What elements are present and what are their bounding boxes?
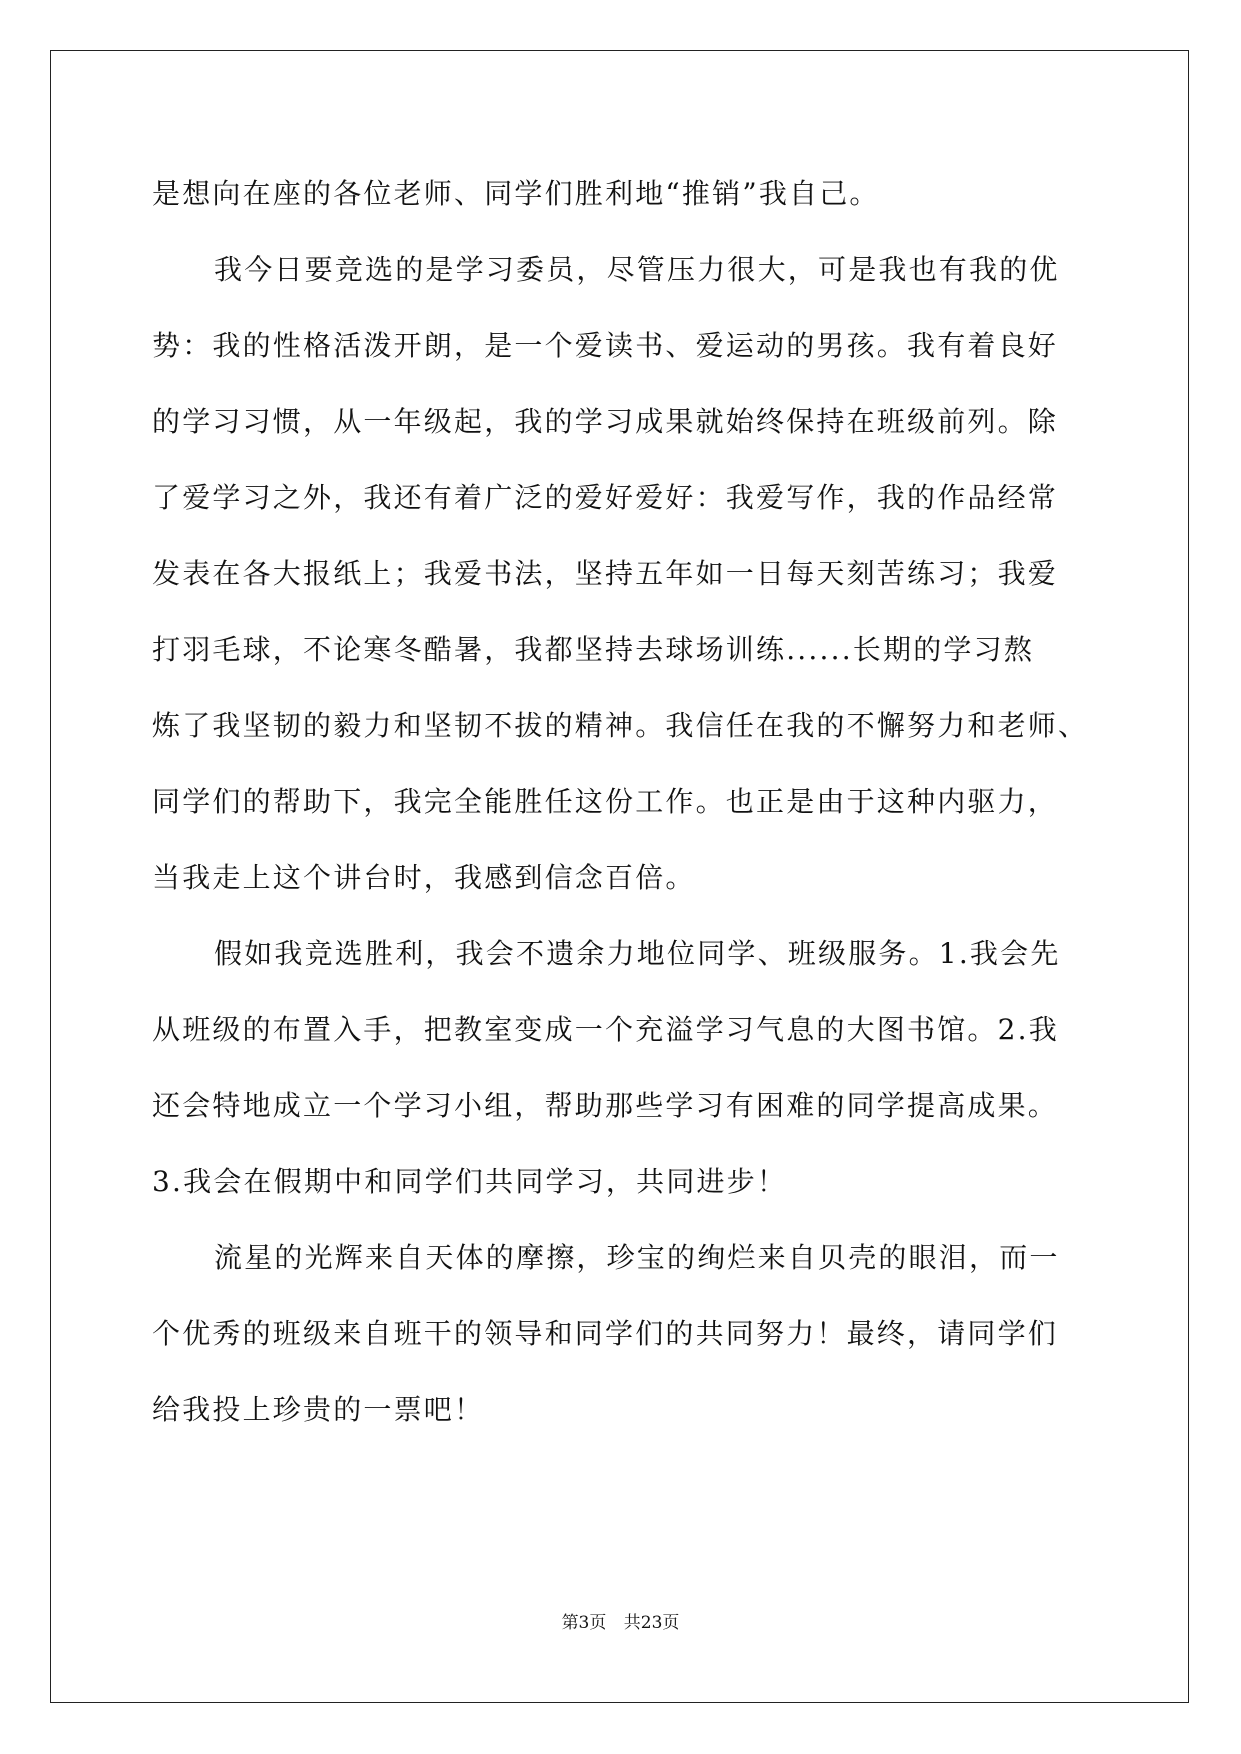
page-total: 共23页: [623, 1613, 680, 1633]
text-line: 还会特地成立一个学习小组，帮助那些学习有困难的同学提高成果。: [152, 1089, 1059, 1122]
text-line: 发表在各大报纸上；我爱书法，坚持五年如一日每天刻苦练习；我爱: [152, 557, 1059, 590]
text-line: 是想向在座的各位老师、同学们胜利地“推销”我自己。: [152, 177, 880, 210]
page-footer: [0, 1608, 1241, 1633]
text-line: 从班级的布置入手，把教室变成一个充溢学习气息的大图书馆。2.我: [152, 1013, 1059, 1046]
text-line: 了爱学习之外，我还有着广泛的爱好爱好：我爱写作，我的作品经常: [152, 481, 1059, 514]
page-number: 第3页: [561, 1613, 607, 1633]
text-line: 势：我的性格活泼开朗，是一个爱读书、爱运动的男孩。我有着良好: [152, 329, 1059, 362]
document-body: [152, 156, 1097, 1448]
text-line: 的学习习惯，从一年级起，我的学习成果就始终保持在班级前列。除: [152, 405, 1059, 438]
text-line: 流星的光辉来自天体的摩擦，珍宝的绚烂来自贝壳的眼泪，而一: [214, 1241, 1060, 1274]
text-line: 炼了我坚韧的毅力和坚韧不拔的精神。我信任在我的不懈努力和老师、: [152, 709, 1089, 742]
text-line: 打羽毛球，不论寒冬酷暑，我都坚持去球场训练......长期的学习熬: [152, 633, 1035, 666]
text-line: 个优秀的班级来自班干的领导和同学们的共同努力！最终，请同学们: [152, 1317, 1059, 1350]
text-line: 假如我竞选胜利，我会不遗余力地位同学、班级服务。1.我会先: [214, 937, 1061, 970]
text-line: 当我走上这个讲台时，我感到信念百倍。: [152, 861, 696, 894]
text-line: 同学们的帮助下，我完全能胜任这份工作。也正是由于这种内驱力，: [152, 785, 1059, 818]
text-line: 3.我会在假期中和同学们共同学习，共同进步！: [152, 1165, 788, 1198]
text-line: 给我投上珍贵的一票吧！: [152, 1393, 485, 1426]
text-line: 我今日要竞选的是学习委员，尽管压力很大，可是我也有我的优: [214, 253, 1060, 286]
